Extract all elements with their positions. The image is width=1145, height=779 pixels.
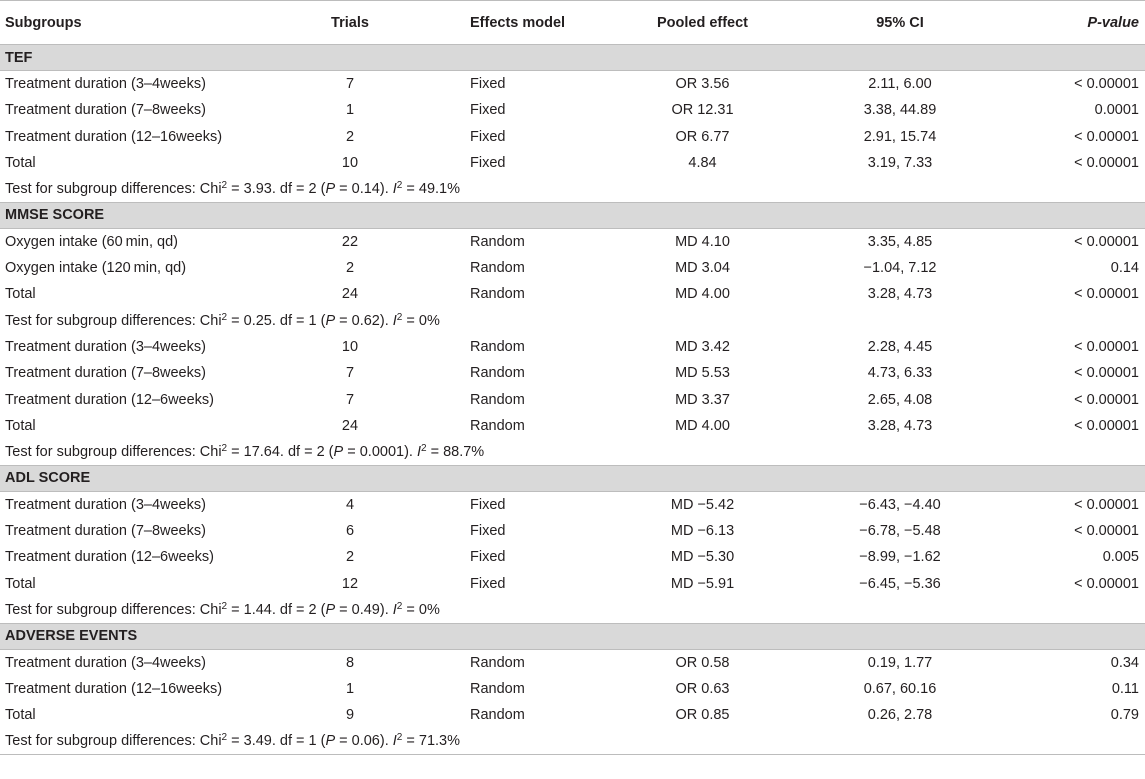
p-value-cell: < 0.00001	[1074, 496, 1139, 513]
model-cell: Random	[470, 654, 525, 671]
subgroup-cell: Total	[5, 707, 36, 724]
model-cell: Fixed	[470, 549, 506, 566]
pooled-effect-cell: MD −6.13	[670, 522, 735, 539]
i-value: = 71.3%	[402, 733, 460, 750]
chi-value: = 17.64. df = 2 (	[227, 443, 334, 460]
section-header-row	[0, 465, 1145, 491]
trials-cell: 10	[341, 338, 359, 355]
table-row	[0, 229, 1145, 255]
trials-cell: 1	[345, 680, 355, 697]
header-p-value-text: P-value	[1087, 15, 1139, 31]
table-body	[0, 45, 1145, 755]
trials-cell: 1	[345, 102, 355, 119]
trials-cell: 2	[345, 128, 355, 145]
subgroup-test-text	[0, 307, 1145, 333]
header-row	[0, 1, 1145, 45]
model-cell: Random	[470, 338, 525, 355]
i-superscript: 2	[396, 179, 403, 191]
subgroup-cell: Total	[5, 286, 36, 303]
i-label: I	[392, 180, 397, 197]
header-subgroups: Subgroups	[5, 15, 82, 31]
chi-superscript: 2	[221, 311, 228, 323]
p-value-cell: < 0.00001	[1074, 286, 1139, 303]
chi-superscript: 2	[221, 732, 228, 744]
ci-cell: 2.65, 4.08	[867, 391, 933, 408]
subgroup-cell: Treatment duration (12–6weeks)	[5, 549, 215, 566]
trials-cell: 24	[341, 286, 359, 303]
header-effects-model: Effects model	[470, 15, 566, 31]
pooled-effect-cell: MD 3.04	[675, 260, 730, 277]
p-value-cell: < 0.00001	[1074, 391, 1139, 408]
p-value: = 0.0001).	[343, 443, 417, 460]
table-row	[0, 281, 1145, 307]
pooled-effect-cell: MD 5.53	[675, 365, 730, 382]
i-superscript: 2	[421, 442, 427, 454]
pooled-effect-cell: MD 4.00	[675, 417, 730, 434]
test-prefix: Test for subgroup differences: Chi	[5, 312, 222, 329]
subgroup-cell: Treatment duration (7–8weeks)	[5, 522, 206, 539]
ci-cell: 0.19, 1.77	[867, 654, 933, 671]
i-superscript: 2	[396, 311, 403, 323]
p-value-cell: < 0.00001	[1074, 154, 1139, 171]
i-label: I	[392, 733, 397, 750]
subgroup-test-text	[0, 597, 1145, 623]
p-value-cell: 0.34	[1110, 654, 1139, 671]
section-header-row	[0, 45, 1145, 71]
table-row	[0, 334, 1145, 360]
p-value-cell: < 0.00001	[1074, 365, 1139, 382]
p-value-cell: < 0.00001	[1074, 575, 1139, 592]
table-row	[0, 386, 1145, 412]
subgroup-cell: Treatment duration (3–4weeks)	[5, 338, 206, 355]
pooled-effect-cell: MD −5.30	[670, 549, 735, 566]
i-value: = 88.7%	[426, 443, 485, 460]
ci-cell: 0.26, 2.78	[867, 707, 933, 724]
p-label: P	[333, 443, 344, 460]
p-value-cell: < 0.00001	[1074, 338, 1139, 355]
model-cell: Random	[470, 391, 525, 408]
section-title: ADL SCORE	[0, 465, 1145, 491]
subgroup-cell: Treatment duration (12–16weeks)	[5, 680, 223, 697]
subgroup-cell: Oxygen intake (60 min, qd)	[5, 233, 178, 250]
model-cell: Random	[470, 286, 525, 303]
subgroup-test-text	[0, 439, 1145, 465]
section-title: MMSE SCORE	[0, 202, 1145, 228]
section-header-row	[0, 202, 1145, 228]
model-cell: Fixed	[470, 154, 506, 171]
model-cell: Random	[470, 260, 525, 277]
chi-superscript: 2	[221, 179, 228, 191]
p-label: P	[325, 733, 336, 750]
subgroup-test-row	[0, 597, 1145, 623]
ci-cell: 3.38, 44.89	[863, 102, 937, 119]
pooled-effect-cell: OR 0.63	[675, 680, 730, 697]
table-row	[0, 492, 1145, 518]
model-cell: Random	[470, 680, 525, 697]
ci-cell: 3.35, 4.85	[867, 233, 933, 250]
pooled-effect-cell: OR 3.56	[675, 76, 730, 93]
subgroup-test-row	[0, 176, 1145, 202]
ci-cell: −1.04, 7.12	[863, 260, 937, 277]
subgroup-test-row	[0, 307, 1145, 333]
subgroup-cell: Total	[5, 417, 36, 434]
chi-value: = 3.93. df = 2 (	[227, 180, 326, 197]
trials-cell: 2	[345, 549, 355, 566]
model-cell: Random	[470, 707, 525, 724]
pooled-effect-cell: MD 3.42	[675, 338, 730, 355]
i-superscript: 2	[396, 732, 403, 744]
table-row	[0, 123, 1145, 149]
subgroup-cell: Total	[5, 154, 36, 171]
table-row	[0, 702, 1145, 728]
p-value-cell: < 0.00001	[1074, 522, 1139, 539]
chi-value: = 3.49. df = 1 (	[227, 733, 326, 750]
ci-cell: −6.45, −5.36	[859, 575, 941, 592]
subgroup-cell: Oxygen intake (120 min, qd)	[5, 260, 187, 277]
pooled-effect-cell: MD −5.42	[670, 496, 735, 513]
p-label: P	[325, 312, 336, 329]
p-value: = 0.62).	[335, 312, 393, 329]
p-value-cell: < 0.00001	[1074, 76, 1139, 93]
trials-cell: 24	[341, 417, 359, 434]
p-value-cell: 0.0001	[1094, 102, 1139, 119]
model-cell: Random	[470, 233, 525, 250]
table-row	[0, 413, 1145, 439]
subgroup-test-text	[0, 176, 1145, 202]
p-value: = 0.14).	[335, 180, 393, 197]
header-ci: 95% CI	[876, 15, 924, 31]
model-cell: Fixed	[470, 496, 506, 513]
pooled-effect-cell: 4.84	[688, 154, 717, 171]
i-label: I	[392, 312, 397, 329]
test-prefix: Test for subgroup differences: Chi	[5, 180, 222, 197]
p-value-cell: 0.005	[1102, 549, 1139, 566]
p-value-cell: 0.14	[1110, 260, 1139, 277]
ci-cell: 3.28, 4.73	[867, 417, 933, 434]
trials-cell: 2	[345, 260, 355, 277]
p-value: = 0.49).	[335, 601, 393, 618]
model-cell: Fixed	[470, 76, 506, 93]
trials-cell: 6	[345, 522, 355, 539]
chi-value: = 0.25. df = 1 (	[227, 312, 326, 329]
subgroup-cell: Treatment duration (3–4weeks)	[5, 496, 206, 513]
p-value-cell: 0.11	[1111, 680, 1139, 697]
header-p-value	[1005, 1, 1145, 45]
ci-cell: 2.91, 15.74	[863, 128, 937, 145]
table-row	[0, 649, 1145, 675]
subgroup-cell: Treatment duration (3–4weeks)	[5, 654, 206, 671]
trials-cell: 9	[345, 707, 355, 724]
table-row	[0, 150, 1145, 176]
trials-cell: 7	[345, 76, 355, 93]
header-pooled-effect: Pooled effect	[656, 15, 749, 31]
test-prefix: Test for subgroup differences: Chi	[5, 733, 222, 750]
model-cell: Fixed	[470, 522, 506, 539]
table-row	[0, 570, 1145, 596]
p-value-cell: < 0.00001	[1074, 417, 1139, 434]
chi-value: = 1.44. df = 2 (	[227, 601, 326, 618]
subgroup-test-text	[0, 728, 1145, 754]
test-prefix: Test for subgroup differences: Chi	[5, 601, 222, 618]
ci-cell: 2.11, 6.00	[868, 76, 932, 93]
model-cell: Random	[470, 365, 525, 382]
pooled-effect-cell: OR 0.58	[675, 654, 730, 671]
p-value-cell: < 0.00001	[1074, 128, 1139, 145]
trials-cell: 10	[341, 154, 359, 171]
trials-cell: 12	[341, 575, 359, 592]
section-title: TEF	[0, 45, 1145, 71]
model-cell: Random	[470, 417, 525, 434]
trials-cell: 7	[345, 365, 355, 382]
ci-cell: −6.78, −5.48	[859, 522, 941, 539]
pooled-effect-cell: OR 6.77	[675, 128, 730, 145]
chi-superscript: 2	[221, 600, 228, 612]
section-title: ADVERSE EVENTS	[0, 623, 1145, 649]
i-value: = 0%	[402, 601, 440, 618]
table-row	[0, 360, 1145, 386]
chi-superscript: 2	[221, 442, 228, 454]
trials-cell: 7	[345, 391, 355, 408]
model-cell: Fixed	[470, 575, 506, 592]
ci-cell: −8.99, −1.62	[859, 549, 941, 566]
trials-cell: 4	[345, 496, 355, 513]
trials-cell: 22	[341, 233, 359, 250]
header-trials: Trials	[331, 15, 369, 31]
subgroup-test-row	[0, 728, 1145, 754]
p-label: P	[325, 180, 336, 197]
ci-cell: 4.73, 6.33	[867, 365, 933, 382]
i-label: I	[416, 443, 421, 460]
test-prefix: Test for subgroup differences: Chi	[5, 443, 222, 460]
i-value: = 0%	[402, 312, 440, 329]
subgroup-cell: Treatment duration (3–4weeks)	[5, 76, 206, 93]
i-label: I	[392, 601, 397, 618]
table-row	[0, 518, 1145, 544]
pooled-effect-cell: OR 0.85	[675, 707, 730, 724]
table-row	[0, 544, 1145, 570]
subgroup-cell: Total	[5, 575, 36, 592]
section-header-row	[0, 623, 1145, 649]
ci-cell: 0.67, 60.16	[863, 680, 937, 697]
table-row	[0, 676, 1145, 702]
p-label: P	[325, 601, 336, 618]
pooled-effect-cell: MD 4.10	[675, 233, 730, 250]
ci-cell: 3.28, 4.73	[867, 286, 933, 303]
pooled-effect-cell: MD −5.91	[670, 575, 735, 592]
ci-cell: −6.43, −4.40	[859, 496, 941, 513]
i-superscript: 2	[396, 600, 403, 612]
subgroup-test-row	[0, 439, 1145, 465]
p-value-cell: < 0.00001	[1074, 233, 1139, 250]
p-value: = 0.06).	[335, 733, 393, 750]
table-row	[0, 255, 1145, 281]
pooled-effect-cell: MD 4.00	[675, 286, 730, 303]
pooled-effect-cell: OR 12.31	[671, 102, 734, 119]
subgroup-cell: Treatment duration (7–8weeks)	[5, 365, 206, 382]
pooled-effect-cell: MD 3.37	[675, 391, 730, 408]
table-row	[0, 71, 1145, 97]
model-cell: Fixed	[470, 102, 506, 119]
p-value-cell: 0.79	[1110, 707, 1139, 724]
trials-cell: 8	[345, 654, 355, 671]
ci-cell: 2.28, 4.45	[867, 338, 933, 355]
subgroup-cell: Treatment duration (12–16weeks)	[5, 128, 223, 145]
subgroup-cell: Treatment duration (12–6weeks)	[5, 391, 215, 408]
i-value: = 49.1%	[402, 180, 460, 197]
subgroup-cell: Treatment duration (7–8weeks)	[5, 102, 206, 119]
ci-cell: 3.19, 7.33	[867, 154, 933, 171]
model-cell: Fixed	[470, 128, 506, 145]
table-row	[0, 97, 1145, 123]
